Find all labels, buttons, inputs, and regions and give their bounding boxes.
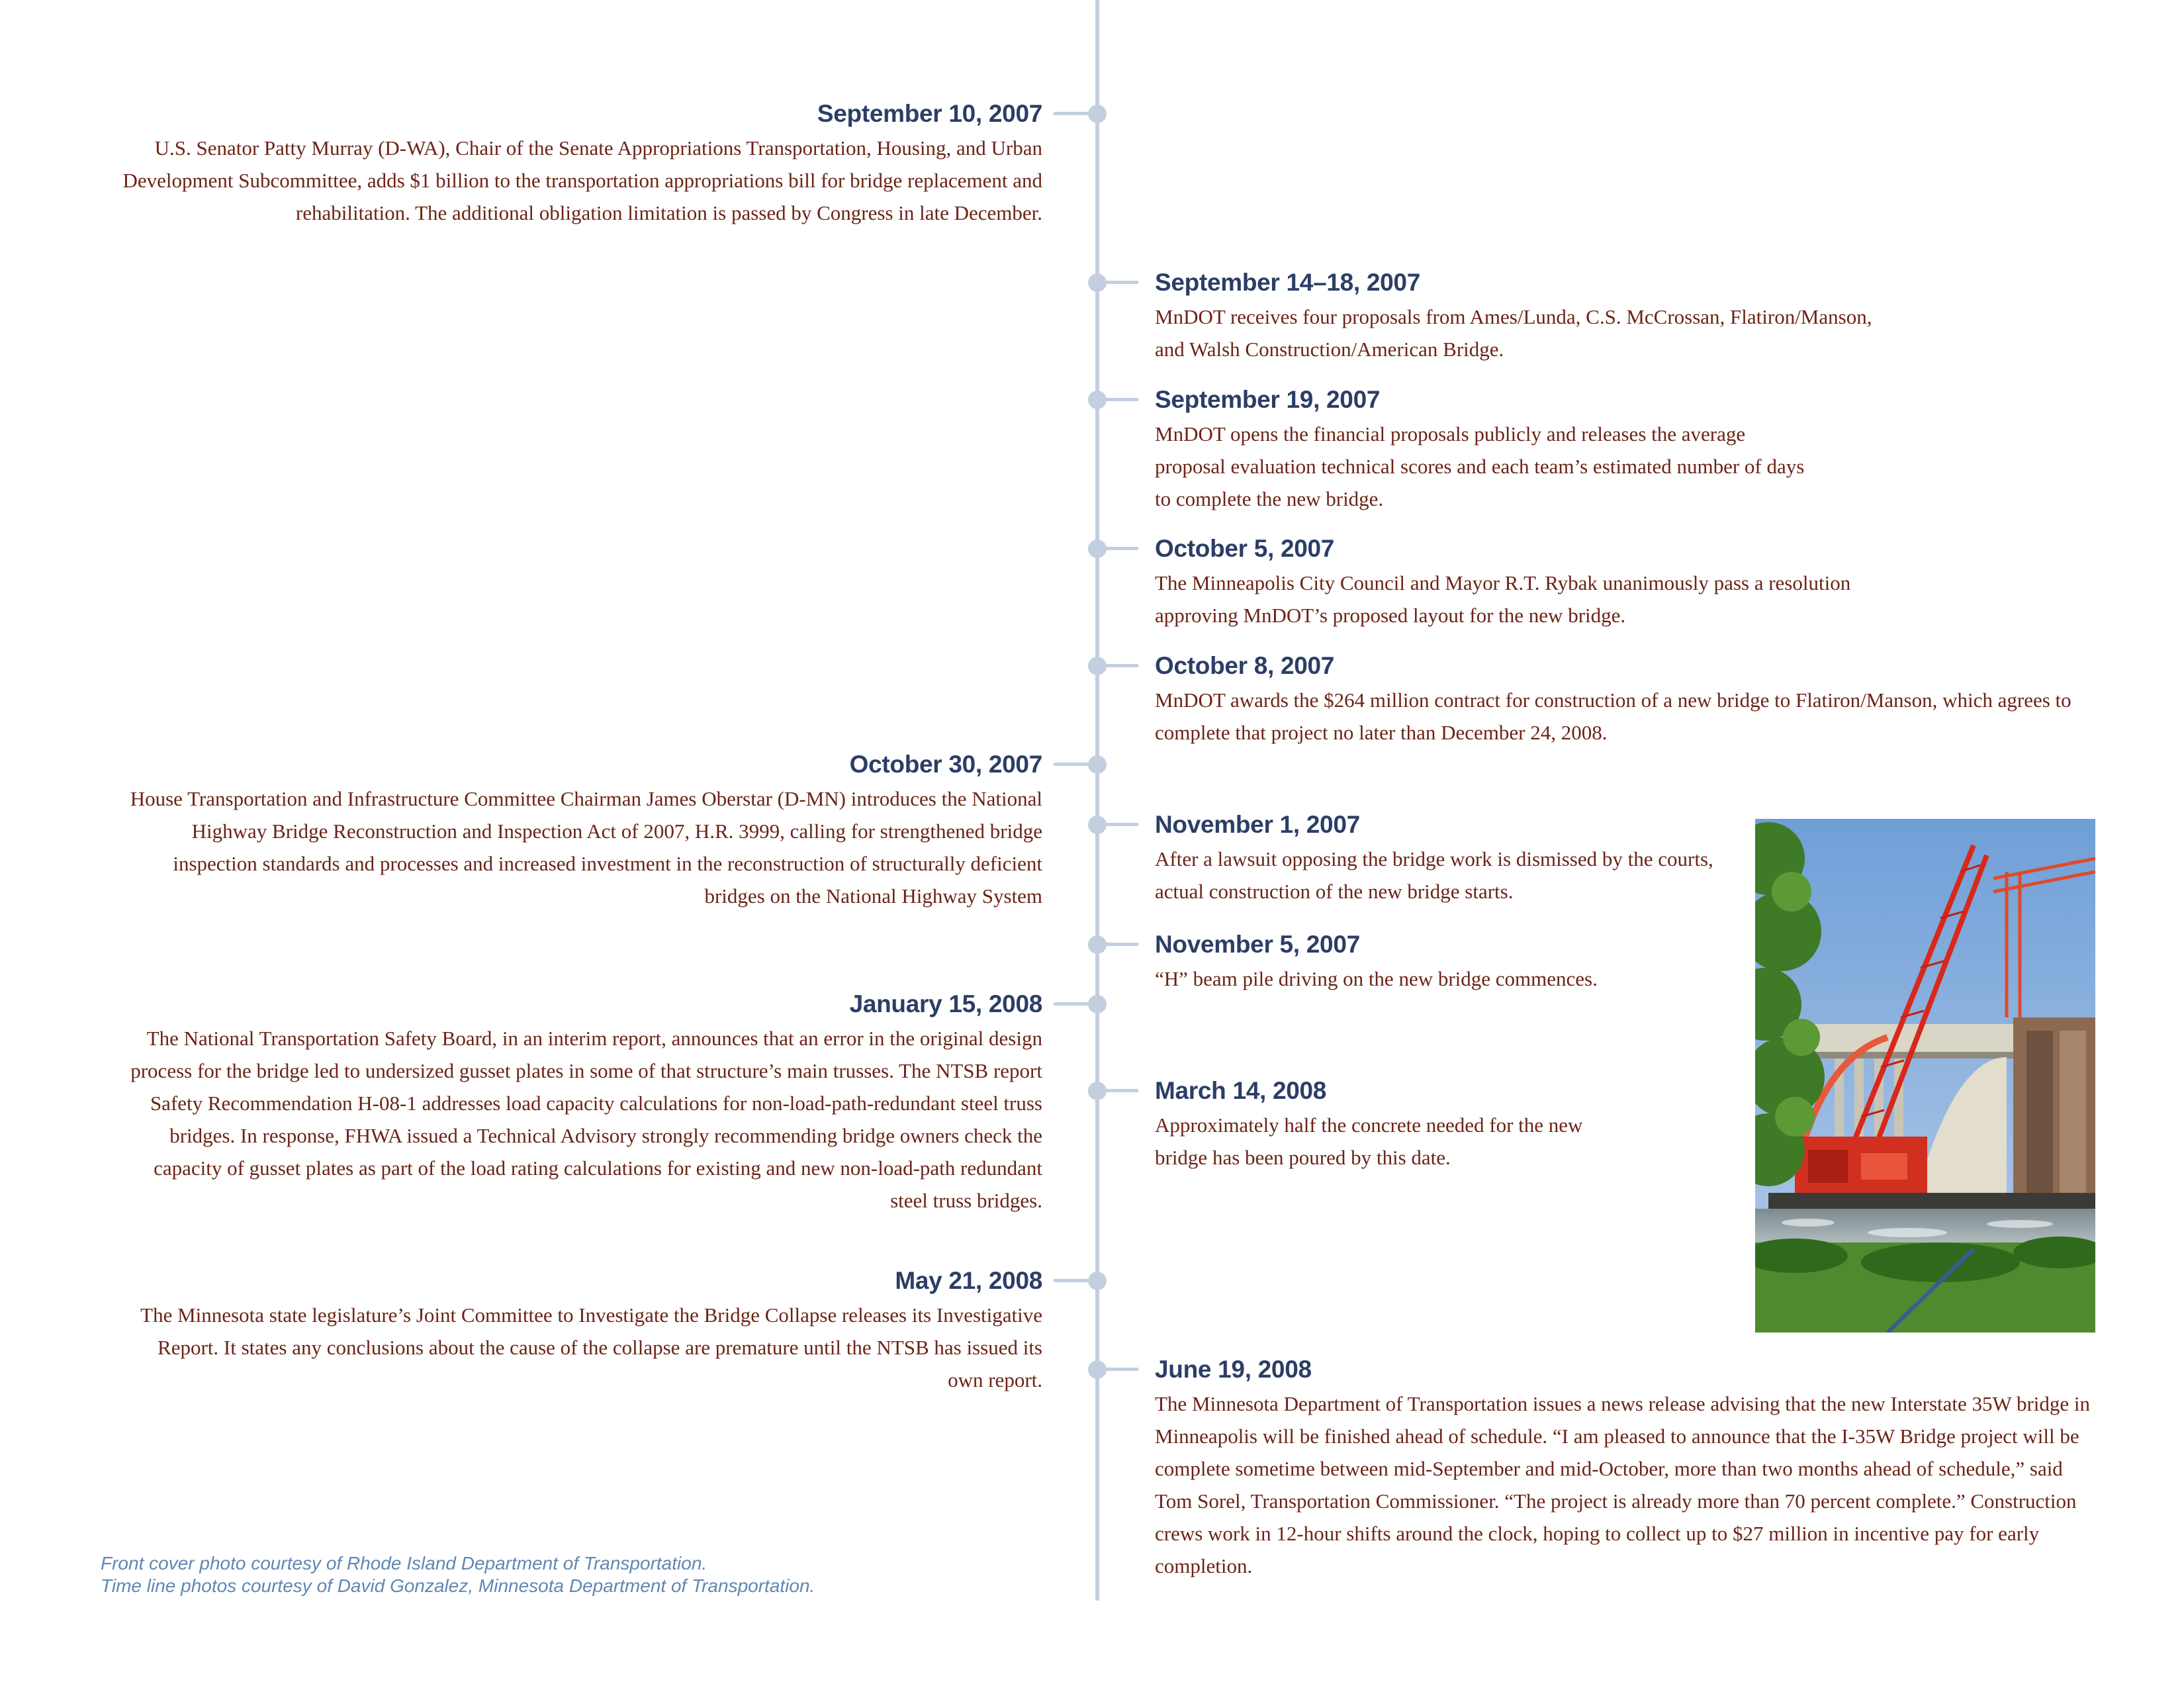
timeline-dot [1088,539,1107,558]
timeline-dot [1088,657,1107,675]
timeline-event-sep-14-18-2007 [1155,268,1883,365]
timeline-dot [1088,935,1107,954]
event-date: October 8, 2007 [1155,652,1335,679]
timeline-event-jun-19-2008 [1155,1355,2095,1582]
event-date: October 5, 2007 [1155,535,1335,562]
credit-line-cover: Front cover photo courtesy of Rhode Island Department of Transportation. [101,1553,707,1573]
timeline-event-oct-8-2007 [1155,651,2108,749]
timeline-event-oct-5-2007 [1155,534,1883,632]
timeline-event-may-21-2008 [122,1266,1042,1396]
event-date: June 19, 2008 [1155,1356,1312,1383]
timeline-dot [1088,391,1107,409]
credit-line-timeline: Time line photos courtesy of David Gonzalez, Minnesota Department of Transportation. [101,1575,815,1596]
event-description: “H” beam pile driving on the new bridge commences. [1155,967,1598,990]
event-description: The Minnesota Department of Transportation issues a news release advising that the new Interstate 35W bridge in Minneapolis will be finished ahead of schedule. “I am pleased to announce that the I-35W Bridge project will be complete sometime between mid-September and mid-October, more than two months ahead of schedule,” said Tom Sorel, Transportation Commissioner. “The project is already more than 70 percent complete.” Construction crews work in 12-hour shifts around the clock, hoping to collect up to $27 million in incentive pay for early completion. [1155,1392,2091,1577]
timeline-event-oct-30-2007 [122,750,1042,912]
event-date: January 15, 2008 [849,990,1042,1017]
timeline-dot [1088,995,1107,1013]
photo-credits [101,1552,815,1597]
timeline-event-sep-19-2007 [1155,385,1817,515]
timeline-event-jan-15-2008 [122,990,1042,1217]
timeline-event-mar-14-2008 [1155,1076,1618,1174]
event-description: The National Transportation Safety Board, in an interim report, announces that an error in the original design process for the bridge led to undersized gusset plates in some of that structure’s main trusses. The NTSB report Safety Recommendation H-08-1 addresses load capacity calculations for non-load-path-redundant steel truss bridges. In response, FHWA issued a Technical Advisory strongly recommending bridge owners check the capacity of gusset plates as part of the load rating calculations for existing and new non-load-path redundant steel truss bridges. [130,1027,1042,1212]
event-date: September 10, 2007 [817,100,1042,127]
event-description: MnDOT awards the $264 million contract for construction of a new bridge to Flatiron/Manson, which agrees to complete that project no later than December 24, 2008. [1155,688,2071,744]
event-description: MnDOT opens the financial proposals publicly and releases the average proposal evaluation technical scores and each team’s estimated number of days to complete the new bridge. [1155,422,1805,510]
event-description: After a lawsuit opposing the bridge work is dismissed by the courts, actual construction of the new bridge starts. [1155,847,1713,903]
timeline-event-sep-10-2007 [122,99,1042,229]
event-description: Approximately half the concrete needed for the new bridge has been poured by this date. [1155,1113,1583,1169]
timeline-dot [1088,105,1107,123]
event-date: March 14, 2008 [1155,1077,1327,1104]
event-description: House Transportation and Infrastructure Committee Chairman James Oberstar (D-MN) introduces the National Highway Bridge Reconstruction and Inspection Act of 2007, H.R. 3999, calling for strengthened bridge inspection standards and processes and increased investment in the reconstruction of structurally deficient bridges on the National Highway System [130,787,1042,908]
event-date: October 30, 2007 [849,751,1042,778]
timeline-dot [1088,1082,1107,1100]
timeline-dot [1088,1272,1107,1290]
event-description: MnDOT receives four proposals from Ames/Lunda, C.S. McCrossan, Flatiron/Manson, and Walsh Construction/American Bridge. [1155,305,1872,361]
timeline-dot [1088,273,1107,292]
event-date: September 19, 2007 [1155,386,1381,413]
timeline-event-nov-1-2007 [1155,810,1737,908]
timeline-dot [1088,755,1107,774]
event-date: November 1, 2007 [1155,811,1360,838]
event-date: May 21, 2008 [895,1267,1042,1294]
timeline-event-nov-5-2007 [1155,930,1737,995]
event-description: The Minneapolis City Council and Mayor R.T. Rybak unanimously pass a resolution approving MnDOT’s proposed layout for the new bridge. [1155,571,1851,627]
bridge-construction-photo [1755,819,2095,1333]
timeline-dot [1088,1360,1107,1379]
event-date: September 14–18, 2007 [1155,269,1420,296]
event-description: The Minnesota state legislature’s Joint Committee to Investigate the Bridge Collapse releases its Investigative Report. It states any conclusions about the cause of the collapse are premature until the NTSB has issued its own report. [140,1303,1042,1391]
event-description: U.S. Senator Patty Murray (D-WA), Chair of the Senate Appropriations Transportation, Housing, and Urban Development Subcommittee, adds $1 billion to the transportation appropriations bill for bridge replacement and rehabilitation. The additional obligation limitation is passed by Congress in late December. [122,136,1042,224]
timeline-dot [1088,816,1107,834]
event-date: November 5, 2007 [1155,931,1360,958]
